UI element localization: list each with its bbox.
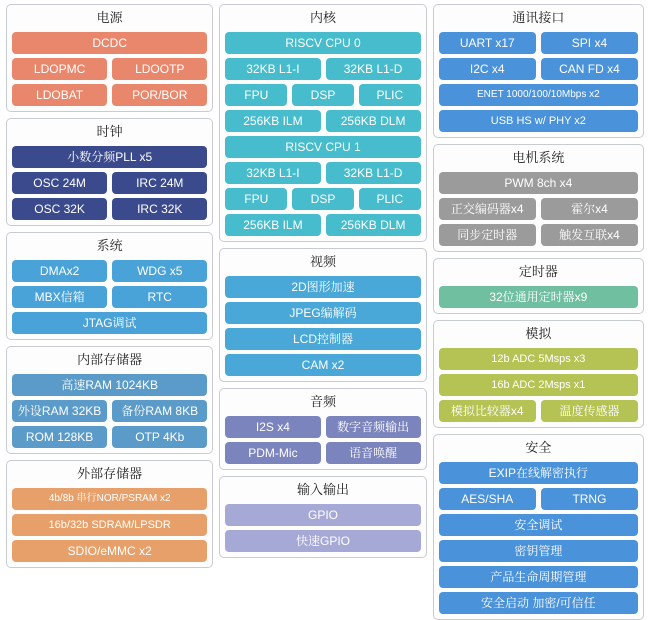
group-title: 模拟	[525, 326, 552, 341]
block[interactable]: POR/BOR	[112, 84, 207, 106]
block[interactable]: AES/SHA	[439, 488, 536, 510]
block[interactable]: UART x17	[439, 32, 536, 54]
block[interactable]: CAM x2	[225, 354, 420, 376]
group-title: 定时器	[518, 264, 558, 279]
column-right	[433, 4, 644, 610]
block[interactable]: CAN FD x4	[541, 58, 638, 80]
block[interactable]: RTC	[112, 286, 207, 308]
block[interactable]: 密钥管理	[439, 540, 638, 562]
block[interactable]: RISCV CPU 1	[225, 136, 420, 158]
block-row	[225, 214, 420, 236]
block-row	[439, 84, 638, 106]
block[interactable]: WDG x5	[112, 260, 207, 282]
block[interactable]: 256KB ILM	[225, 214, 320, 236]
block-row	[439, 198, 638, 220]
block-row	[439, 348, 638, 370]
block-row	[225, 136, 420, 158]
group-4	[6, 346, 213, 454]
group-3	[433, 258, 644, 314]
block[interactable]: PLIC	[359, 188, 421, 210]
block[interactable]: 4b/8b 串行NOR/PSRAM x2	[12, 488, 207, 510]
block[interactable]: 安全启动 加密/可信任	[439, 592, 638, 614]
group-1	[219, 4, 426, 242]
block[interactable]: USB HS w/ PHY x2	[439, 110, 638, 132]
block[interactable]: OSC 32K	[12, 198, 107, 220]
block[interactable]: 16b/32b SDRAM/LPSDR	[12, 514, 207, 536]
block[interactable]: LCD控制器	[225, 328, 420, 350]
block-row	[439, 32, 638, 54]
block-row	[12, 312, 207, 334]
block-row	[12, 58, 207, 80]
block-row	[225, 504, 420, 526]
block[interactable]: 32KB L1-I	[225, 162, 320, 184]
block-row	[225, 58, 420, 80]
block[interactable]: LDOBAT	[12, 84, 107, 106]
block-row	[225, 416, 420, 438]
block[interactable]: 语音唤醒	[326, 442, 421, 464]
block[interactable]: MBX信箱	[12, 286, 107, 308]
block-row	[439, 58, 638, 80]
block[interactable]: LDOPMC	[12, 58, 107, 80]
block[interactable]: 32KB L1-I	[225, 58, 320, 80]
group-title: 电源	[96, 10, 123, 25]
block[interactable]: FPU	[225, 188, 287, 210]
block[interactable]: PDM-Mic	[225, 442, 320, 464]
block-row	[439, 462, 638, 484]
block-row	[12, 374, 207, 396]
block[interactable]: 256KB DLM	[326, 214, 421, 236]
block-row	[439, 374, 638, 396]
block-row	[12, 146, 207, 168]
block-row	[225, 354, 420, 376]
block[interactable]: TRNG	[541, 488, 638, 510]
group-4	[219, 476, 426, 558]
block[interactable]: DSP	[292, 84, 354, 106]
block-row	[225, 442, 420, 464]
block[interactable]: 2D图形加速	[225, 276, 420, 298]
block[interactable]: 备份RAM 8KB	[112, 400, 207, 422]
block-row	[12, 400, 207, 422]
group-title: 外部存储器	[77, 466, 143, 481]
block-row	[439, 514, 638, 536]
block-row	[225, 162, 420, 184]
block[interactable]: IRC 24M	[112, 172, 207, 194]
block[interactable]: ROM 128KB	[12, 426, 107, 448]
block-row	[12, 260, 207, 282]
block[interactable]: SDIO/eMMC x2	[12, 540, 207, 562]
block[interactable]: 触发互联x4	[541, 224, 638, 246]
block[interactable]: 温度传感器	[541, 400, 638, 422]
block-row	[439, 566, 638, 588]
block[interactable]: 32KB L1-D	[326, 58, 421, 80]
block-row	[439, 286, 638, 308]
block-row	[12, 198, 207, 220]
block[interactable]: 快速GPIO	[225, 530, 420, 552]
block[interactable]: 霍尔x4	[541, 198, 638, 220]
column-left	[6, 4, 213, 577]
group-title: 内部存储器	[77, 352, 143, 367]
block[interactable]: DCDC	[12, 32, 207, 54]
block-row	[12, 540, 207, 562]
group-title: 视频	[310, 254, 337, 269]
block[interactable]: RISCV CPU 0	[225, 32, 420, 54]
group-title: 内核	[310, 10, 337, 25]
block[interactable]: 16b ADC 2Msps x1	[439, 374, 638, 396]
block[interactable]: ENET 1000/100/10Mbps x2	[439, 84, 638, 106]
group-4	[433, 320, 644, 428]
block[interactable]: I2C x4	[439, 58, 536, 80]
block-row	[12, 488, 207, 510]
block[interactable]: SPI x4	[541, 32, 638, 54]
group-2	[219, 248, 426, 382]
block[interactable]: 模拟比较器x4	[439, 400, 536, 422]
block[interactable]: 同步定时器	[439, 224, 536, 246]
block-row	[225, 302, 420, 324]
block-row	[12, 426, 207, 448]
group-title: 音频	[310, 394, 337, 409]
block-row	[12, 514, 207, 536]
block-row	[12, 286, 207, 308]
block-row	[225, 328, 420, 350]
block[interactable]: 12b ADC 5Msps x3	[439, 348, 638, 370]
group-title: 系统	[96, 238, 123, 253]
block[interactable]: DMAx2	[12, 260, 107, 282]
block[interactable]: OSC 24M	[12, 172, 107, 194]
group-title: 时钟	[96, 124, 123, 139]
group-2	[6, 118, 213, 226]
block[interactable]: JPEG编解码	[225, 302, 420, 324]
block[interactable]: 32KB L1-D	[326, 162, 421, 184]
block-row	[439, 488, 638, 510]
block[interactable]: 安全调试	[439, 514, 638, 536]
block-row	[439, 172, 638, 194]
block-row	[439, 110, 638, 132]
block[interactable]: I2S x4	[225, 416, 320, 438]
block-row	[439, 540, 638, 562]
block-row	[225, 84, 420, 106]
block[interactable]: 产品生命周期管理	[439, 566, 638, 588]
column-middle	[219, 4, 426, 577]
block[interactable]: 32位通用定时器x9	[439, 286, 638, 308]
group-5	[433, 434, 644, 620]
block-row	[439, 400, 638, 422]
block[interactable]: LDOOTP	[112, 58, 207, 80]
group-3	[6, 232, 213, 340]
block-row	[439, 592, 638, 614]
block-row	[12, 172, 207, 194]
block[interactable]: 高速RAM 1024KB	[12, 374, 207, 396]
block[interactable]: 256KB DLM	[326, 110, 421, 132]
group-1	[433, 4, 644, 138]
block[interactable]: GPIO	[225, 504, 420, 526]
group-title: 安全	[525, 440, 552, 455]
block-row	[12, 84, 207, 106]
block[interactable]: PWM 8ch x4	[439, 172, 638, 194]
block[interactable]: 数字音频输出	[326, 416, 421, 438]
group-title: 电机系统	[512, 150, 565, 165]
block-row	[225, 188, 420, 210]
block[interactable]: 正交编码器x4	[439, 198, 536, 220]
group-title: 通讯接口	[512, 10, 565, 25]
block-row	[225, 32, 420, 54]
block[interactable]: JTAG调试	[12, 312, 207, 334]
block[interactable]: DSP	[292, 188, 354, 210]
group-3	[219, 388, 426, 470]
block-row	[225, 276, 420, 298]
block[interactable]: PLIC	[359, 84, 421, 106]
block-row	[12, 32, 207, 54]
block[interactable]: IRC 32K	[112, 198, 207, 220]
group-title: 输入输出	[297, 482, 350, 497]
block[interactable]: 小数分频PLL x5	[12, 146, 207, 168]
block-row	[439, 224, 638, 246]
block-row	[225, 110, 420, 132]
block[interactable]: 256KB ILM	[225, 110, 320, 132]
group-1	[6, 4, 213, 112]
block[interactable]: 外设RAM 32KB	[12, 400, 107, 422]
block[interactable]: EXIP在线解密执行	[439, 462, 638, 484]
block[interactable]: OTP 4Kb	[112, 426, 207, 448]
block-row	[225, 530, 420, 552]
group-2	[433, 144, 644, 252]
block[interactable]: FPU	[225, 84, 287, 106]
group-5	[6, 460, 213, 568]
